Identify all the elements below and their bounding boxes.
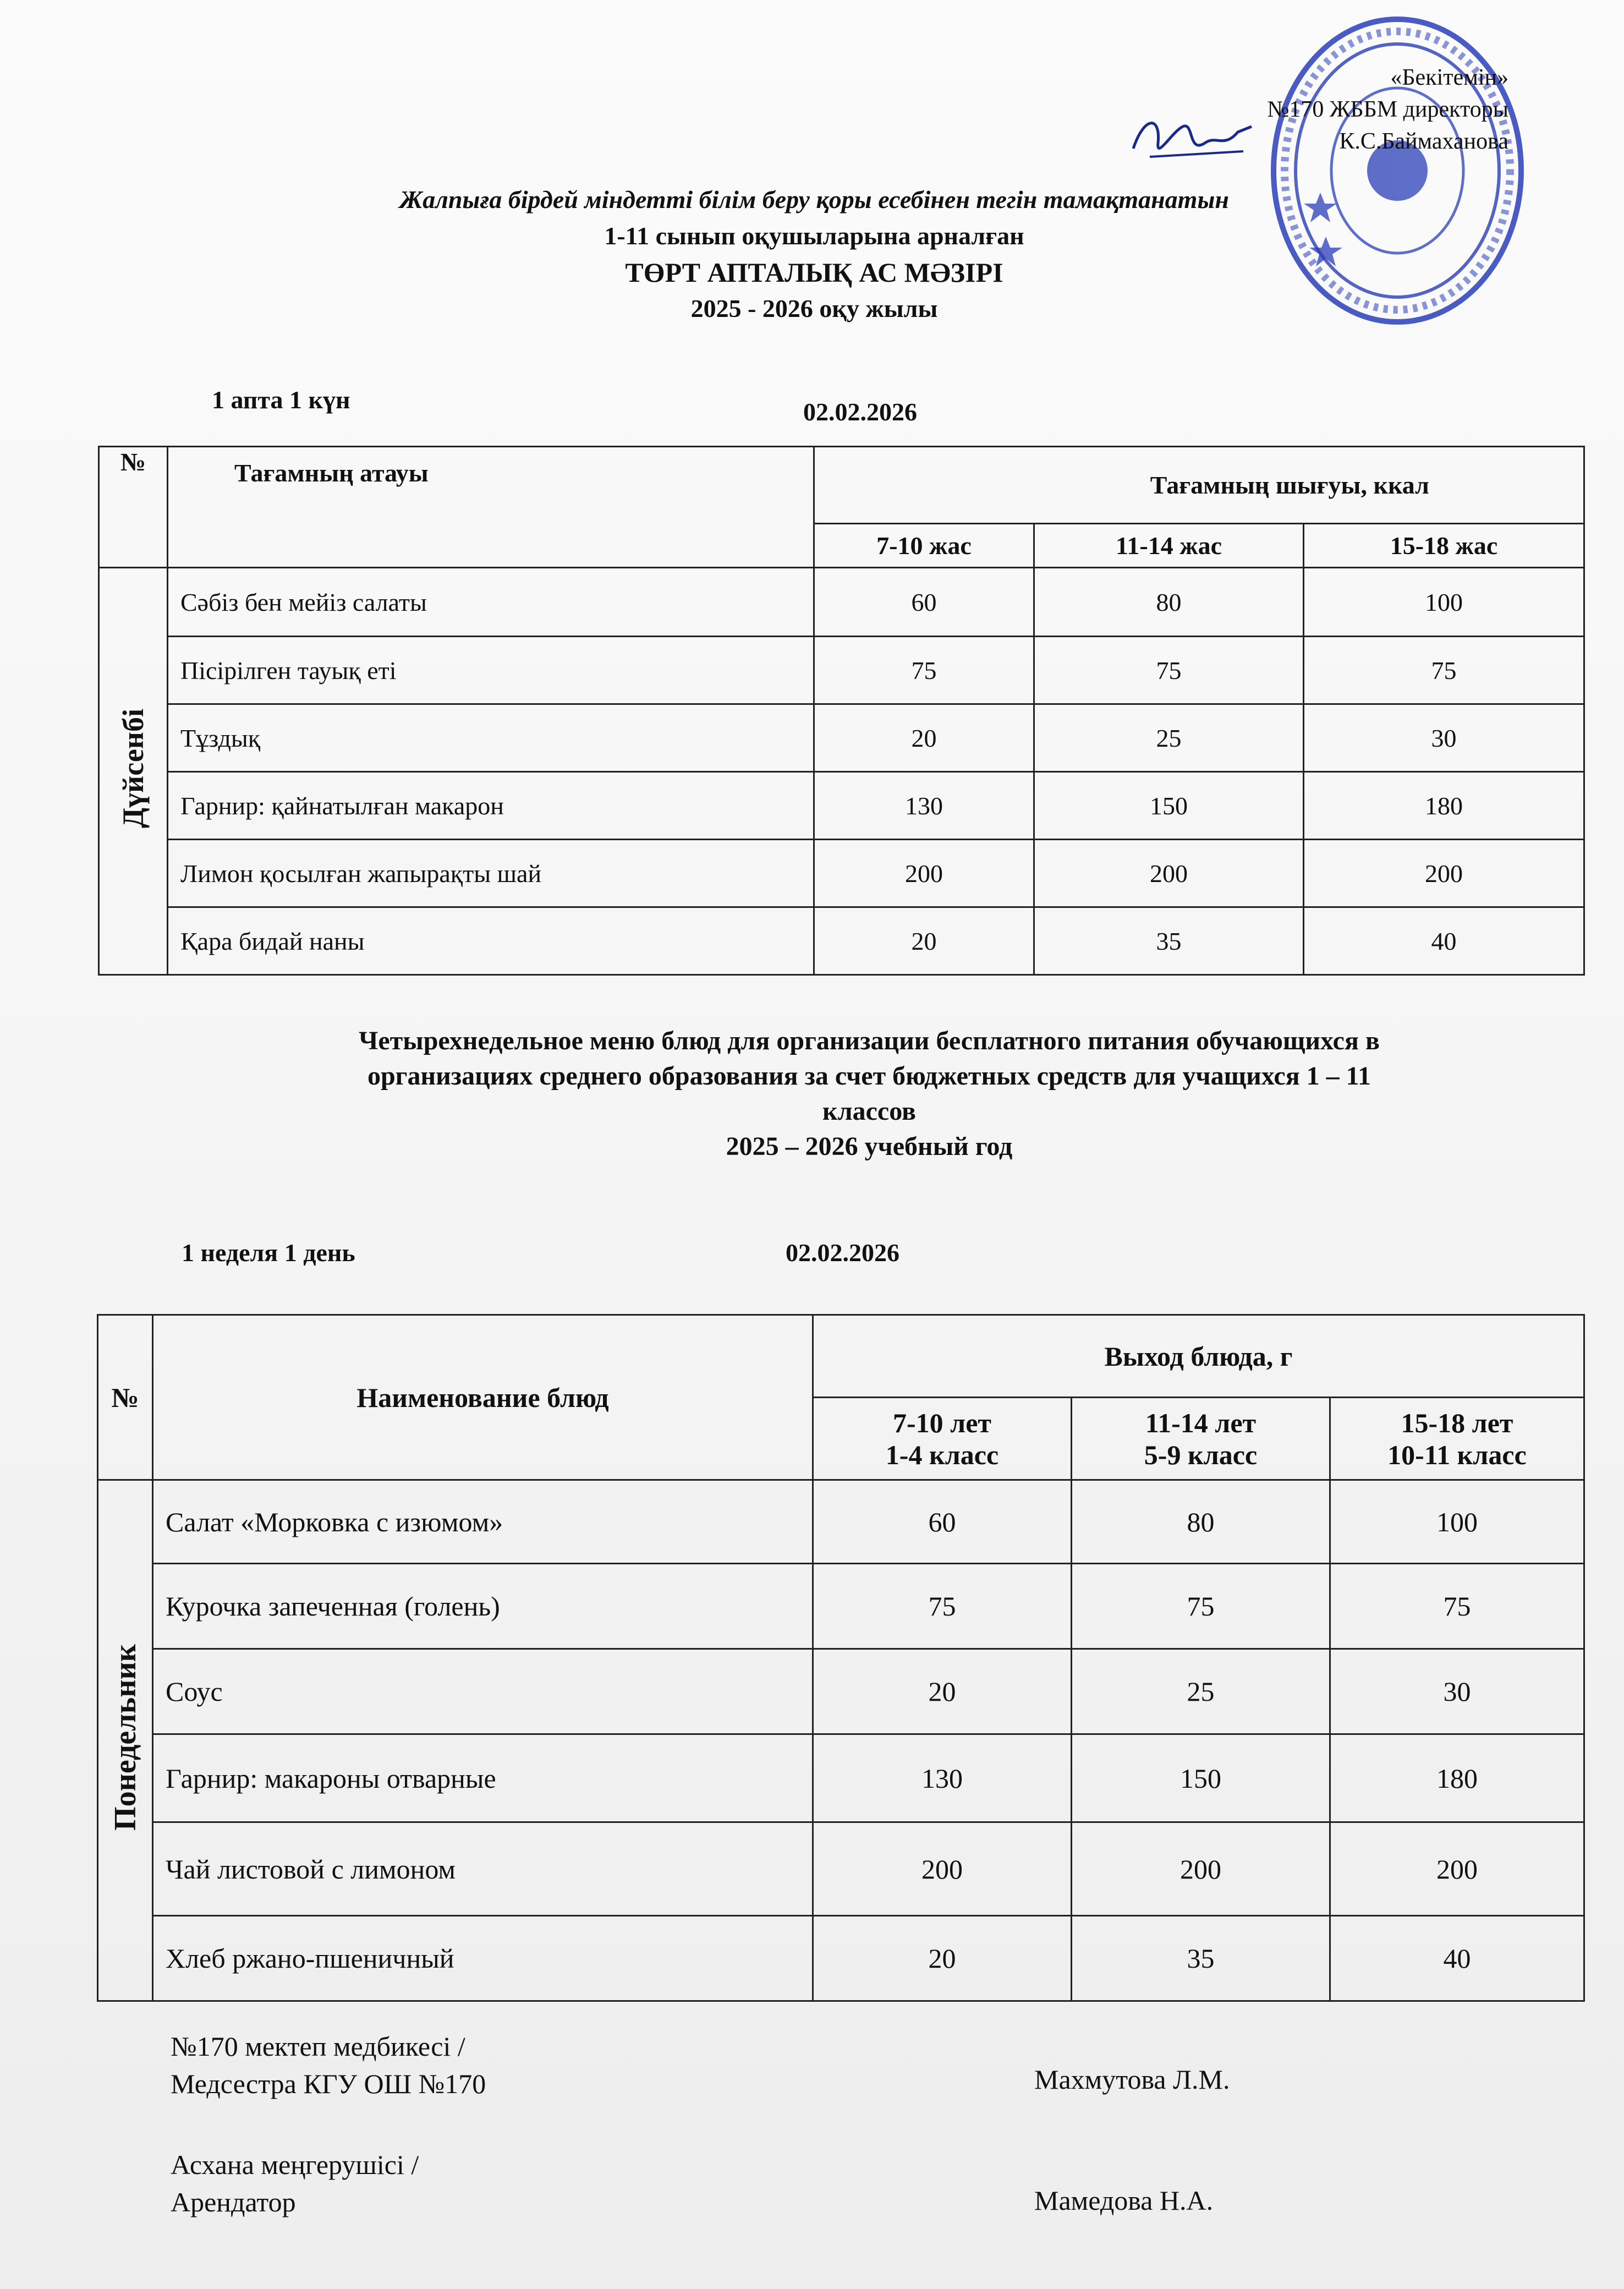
ru-grade-3: 10-11 класс <box>1387 1439 1527 1470</box>
table-row <box>98 1916 1584 2001</box>
ru-title-line-2: организациях среднего образования за счет бюджетных средств для учащихся 1 – 11 <box>367 1061 1371 1091</box>
kz-value: 60 <box>814 568 1034 637</box>
table-row <box>98 1822 1584 1916</box>
table-row <box>99 637 1584 704</box>
approval-title: «Бекітемін» <box>1390 65 1508 90</box>
ru-value: 80 <box>1072 1480 1330 1564</box>
ru-title-line-4: 2025 – 2026 учебный год <box>726 1132 1013 1161</box>
kz-value: 150 <box>1034 772 1304 840</box>
ru-value: 150 <box>1072 1734 1330 1822</box>
canteen-role-kz: Асхана меңгерушісі / <box>171 2149 419 2180</box>
kz-value: 200 <box>814 840 1034 907</box>
ru-value: 20 <box>813 1649 1072 1734</box>
table-row <box>99 568 1584 637</box>
kz-dish-name: Пісірілген тауық еті <box>168 637 814 704</box>
nurse-role <box>171 2028 486 2102</box>
ru-value: 180 <box>1330 1734 1584 1822</box>
ru-value: 130 <box>813 1734 1072 1822</box>
ru-col-name: Наименование блюд <box>153 1315 813 1480</box>
kz-day-cell <box>99 568 168 975</box>
ru-dish-name: Курочка запеченная (голень) <box>153 1564 813 1649</box>
table-row <box>99 772 1584 840</box>
approval-name: К.С.Баймаханова <box>1339 129 1508 154</box>
kz-value: 25 <box>1034 704 1304 772</box>
ru-value: 60 <box>813 1480 1072 1564</box>
table-row <box>98 1649 1584 1734</box>
canteen-name: Мамедова Н.А. <box>1034 2185 1214 2216</box>
kz-col-name: Тағамның атауы <box>168 447 814 568</box>
table-row <box>98 1734 1584 1822</box>
ru-value: 75 <box>1072 1564 1330 1649</box>
canteen-role-ru: Арендатор <box>171 2187 296 2217</box>
ru-menu-table <box>97 1314 1585 2002</box>
kz-age-group-1: 7-10 жас <box>814 524 1034 568</box>
ru-title-line-3: классов <box>822 1097 916 1126</box>
kz-week-label: 1 апта 1 күн <box>212 386 350 414</box>
kz-value: 200 <box>1304 840 1584 907</box>
kz-menu-table <box>98 446 1585 976</box>
table-row <box>99 907 1584 975</box>
ru-age-3: 15-18 лет <box>1401 1407 1513 1438</box>
ru-value: 200 <box>1072 1822 1330 1916</box>
table-row <box>99 704 1584 772</box>
ru-age-group-2 <box>1072 1398 1330 1480</box>
ru-dish-name: Соус <box>153 1649 813 1734</box>
ru-day-label: Понедельник <box>108 1644 142 1831</box>
ru-age-group-3 <box>1330 1398 1584 1480</box>
ru-value: 75 <box>1330 1564 1584 1649</box>
ru-dish-name: Чай листовой с лимоном <box>153 1822 813 1916</box>
kz-dish-name: Қара бидай наны <box>168 907 814 975</box>
kz-dish-name: Сәбіз бен мейіз салаты <box>168 568 814 637</box>
kz-age-group-3: 15-18 жас <box>1304 524 1584 568</box>
kz-dish-name: Гарнир: қайнатылған макарон <box>168 772 814 840</box>
kz-title-line-4: 2025 - 2026 оқу жылы <box>690 294 938 322</box>
canteen-role <box>171 2146 419 2221</box>
ru-col-output: Выход блюда, г <box>813 1315 1584 1398</box>
approval-block <box>1167 62 1508 157</box>
approval-position: №170 ЖББМ директоры <box>1267 97 1508 122</box>
kz-value: 200 <box>1034 840 1304 907</box>
ru-title-block <box>176 1023 1562 1164</box>
kz-value: 35 <box>1034 907 1304 975</box>
ru-value: 30 <box>1330 1649 1584 1734</box>
ru-value: 20 <box>813 1916 1072 2001</box>
ru-grade-1: 1-4 класс <box>885 1439 999 1470</box>
ru-value: 100 <box>1330 1480 1584 1564</box>
kz-value: 80 <box>1034 568 1304 637</box>
ru-value: 200 <box>813 1822 1072 1916</box>
kz-value: 40 <box>1304 907 1584 975</box>
ru-age-2: 11-14 лет <box>1145 1407 1257 1438</box>
kz-col-number: № <box>99 447 168 568</box>
kz-day-label: Дүйсенбі <box>117 708 150 828</box>
ru-age-group-1 <box>813 1398 1072 1480</box>
ru-title-line-1: Четырехнедельное меню блюд для организации бесплатного питания обучающихся в <box>359 1026 1380 1055</box>
ru-age-1: 7-10 лет <box>893 1407 991 1438</box>
ru-value: 25 <box>1072 1649 1330 1734</box>
kz-title-line-1: Жалпыға бірдей міндетті білім беру қоры есебінен тегін тамақтанатын <box>399 185 1229 213</box>
ru-value: 200 <box>1330 1822 1584 1916</box>
kz-value: 180 <box>1304 772 1584 840</box>
kz-value: 100 <box>1304 568 1584 637</box>
kz-value: 75 <box>814 637 1034 704</box>
ru-value: 75 <box>813 1564 1072 1649</box>
table-row <box>98 1564 1584 1649</box>
kz-title-line-3: ТӨРТ АПТАЛЫҚ АС МӘЗІРІ <box>625 257 1003 288</box>
ru-day-cell <box>98 1480 153 2001</box>
ru-value: 40 <box>1330 1916 1584 2001</box>
kz-week-date: 02.02.2026 <box>803 398 917 426</box>
ru-dish-name: Гарнир: макароны отварные <box>153 1734 813 1822</box>
nurse-name: Махмутова Л.М. <box>1034 2064 1230 2095</box>
ru-dish-name: Хлеб ржано-пшеничный <box>153 1916 813 2001</box>
ru-week-label: 1 неделя 1 день <box>182 1239 355 1267</box>
kz-value: 75 <box>1304 637 1584 704</box>
kz-dish-name: Лимон қосылған жапырақты шай <box>168 840 814 907</box>
table-row <box>99 840 1584 907</box>
kz-value: 20 <box>814 907 1034 975</box>
nurse-role-kz: №170 мектеп медбикесі / <box>171 2031 465 2062</box>
kz-title-block <box>99 182 1529 327</box>
ru-week-date: 02.02.2026 <box>786 1239 899 1267</box>
kz-value: 130 <box>814 772 1034 840</box>
kz-value: 30 <box>1304 704 1584 772</box>
kz-value: 20 <box>814 704 1034 772</box>
ru-dish-name: Салат «Морковка с изюмом» <box>153 1480 813 1564</box>
ru-col-number: № <box>98 1315 153 1480</box>
nurse-role-ru: Медсестра КГУ ОШ №170 <box>171 2068 486 2099</box>
kz-dish-name: Тұздық <box>168 704 814 772</box>
kz-age-group-2: 11-14 жас <box>1034 524 1304 568</box>
table-row <box>98 1480 1584 1564</box>
ru-value: 35 <box>1072 1916 1330 2001</box>
ru-grade-2: 5-9 класс <box>1144 1439 1258 1470</box>
kz-value: 75 <box>1034 637 1304 704</box>
kz-col-output: Тағамның шығуы, ккал <box>814 447 1584 524</box>
kz-title-line-2: 1-11 сынып оқушыларына арналған <box>604 222 1024 250</box>
